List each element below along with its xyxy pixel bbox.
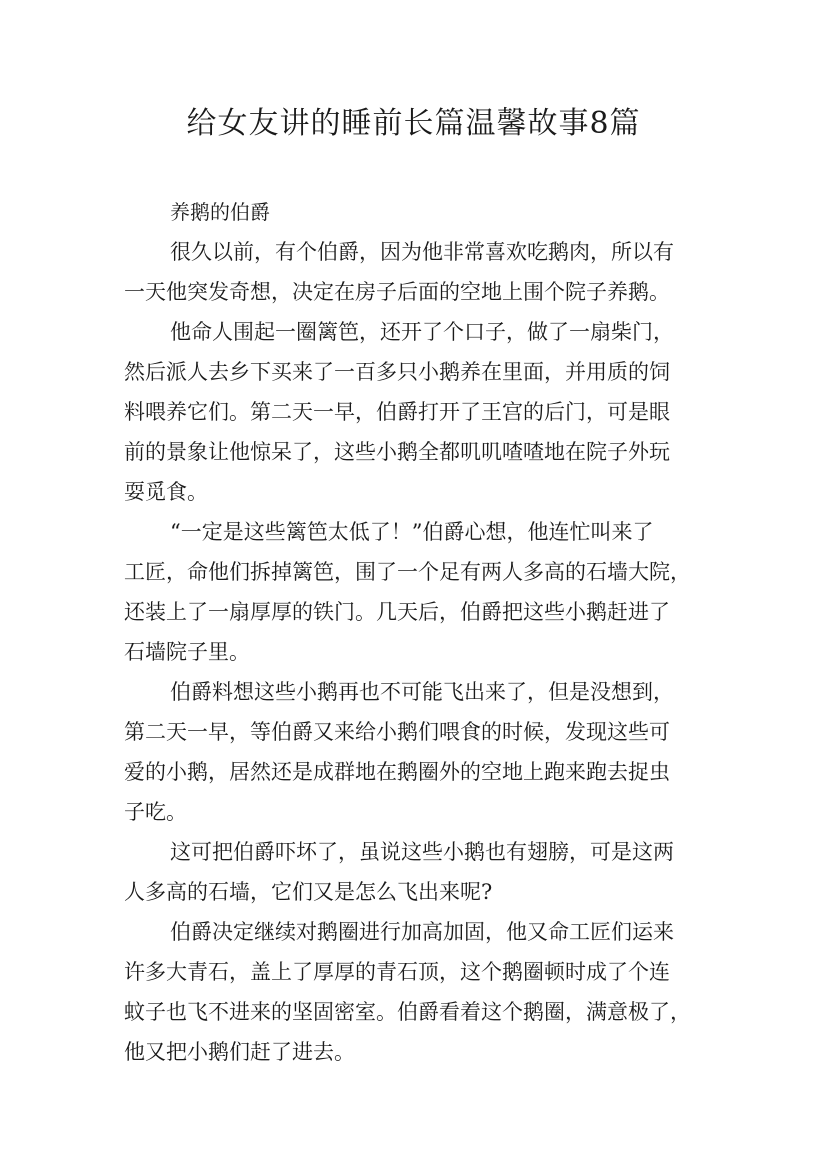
paragraph-line: 伯爵料想这些小鹅再也不可能飞出来了，但是没想到， (170, 680, 674, 704)
paragraph-line: 很久以前，有个伯爵，因为他非常喜欢吃鹅肉，所以有 (170, 240, 674, 264)
paragraph-2 (124, 312, 714, 512)
paragraph-6 (124, 912, 714, 1072)
story-subtitle: 养鹅的伯爵 (170, 200, 270, 224)
paragraph-line: 料喂养它们。第二天一早，伯爵打开了王宫的后门，可是眼 (124, 400, 670, 424)
document-title: 给女友讲的睡前长篇温馨故事8篇 (186, 106, 641, 141)
paragraph-line: 前的景象让他惊呆了，这些小鹅全都叽叽喳喳地在院子外玩 (124, 440, 670, 464)
paragraph-line: 石墙院子里。 (124, 640, 250, 664)
paragraph-line: 一天他突发奇想，决定在房子后面的空地上围个院子养鹅。 (124, 280, 670, 304)
paragraph-line: 人多高的石墙，它们又是怎么飞出来呢? (124, 880, 493, 904)
paragraph-line: 这可把伯爵吓坏了，虽说这些小鹅也有翅膀，可是这两 (170, 840, 674, 864)
paragraph-line: 耍觅食。 (124, 480, 208, 504)
paragraph-line: 他又把小鹅们赶了进去。 (124, 1040, 355, 1064)
paragraph-line: 工匠，命他们拆掉篱笆，围了一个足有两人多高的石墙大院， (124, 560, 691, 584)
paragraph-line: 伯爵决定继续对鹅圈进行加高加固，他又命工匠们运来 (170, 920, 674, 944)
paragraph-1 (124, 232, 714, 312)
paragraph-4 (124, 672, 714, 832)
story-body (124, 192, 714, 1072)
paragraph-line: 他命人围起一圈篱笆，还开了个口子，做了一扇柴门， (170, 320, 674, 344)
paragraph-3 (124, 512, 714, 672)
paragraph-5 (124, 832, 714, 912)
paragraph-line: 然后派人去乡下买来了一百多只小鹅养在里面，并用质的饲 (124, 360, 670, 384)
paragraph-line: 蚊子也飞不进来的坚固密室。伯爵看着这个鹅圈，满意极了， (124, 1000, 691, 1024)
paragraph-line: 第二天一早，等伯爵又来给小鹅们喂食的时候，发现这些可 (124, 720, 670, 744)
paragraph-line: 许多大青石，盖上了厚厚的青石顶，这个鹅圈顿时成了个连 (124, 960, 670, 984)
paragraph-line: 还装上了一扇厚厚的铁门。几天后，伯爵把这些小鹅赶进了 (124, 600, 670, 624)
paragraph-line: 子吃。 (124, 800, 187, 824)
paragraph-line: “一定是这些篱笆太低了！”伯爵心想，他连忙叫来了 (170, 520, 654, 544)
paragraph-line: 爱的小鹅，居然还是成群地在鹅圈外的空地上跑来跑去捉虫 (124, 760, 670, 784)
